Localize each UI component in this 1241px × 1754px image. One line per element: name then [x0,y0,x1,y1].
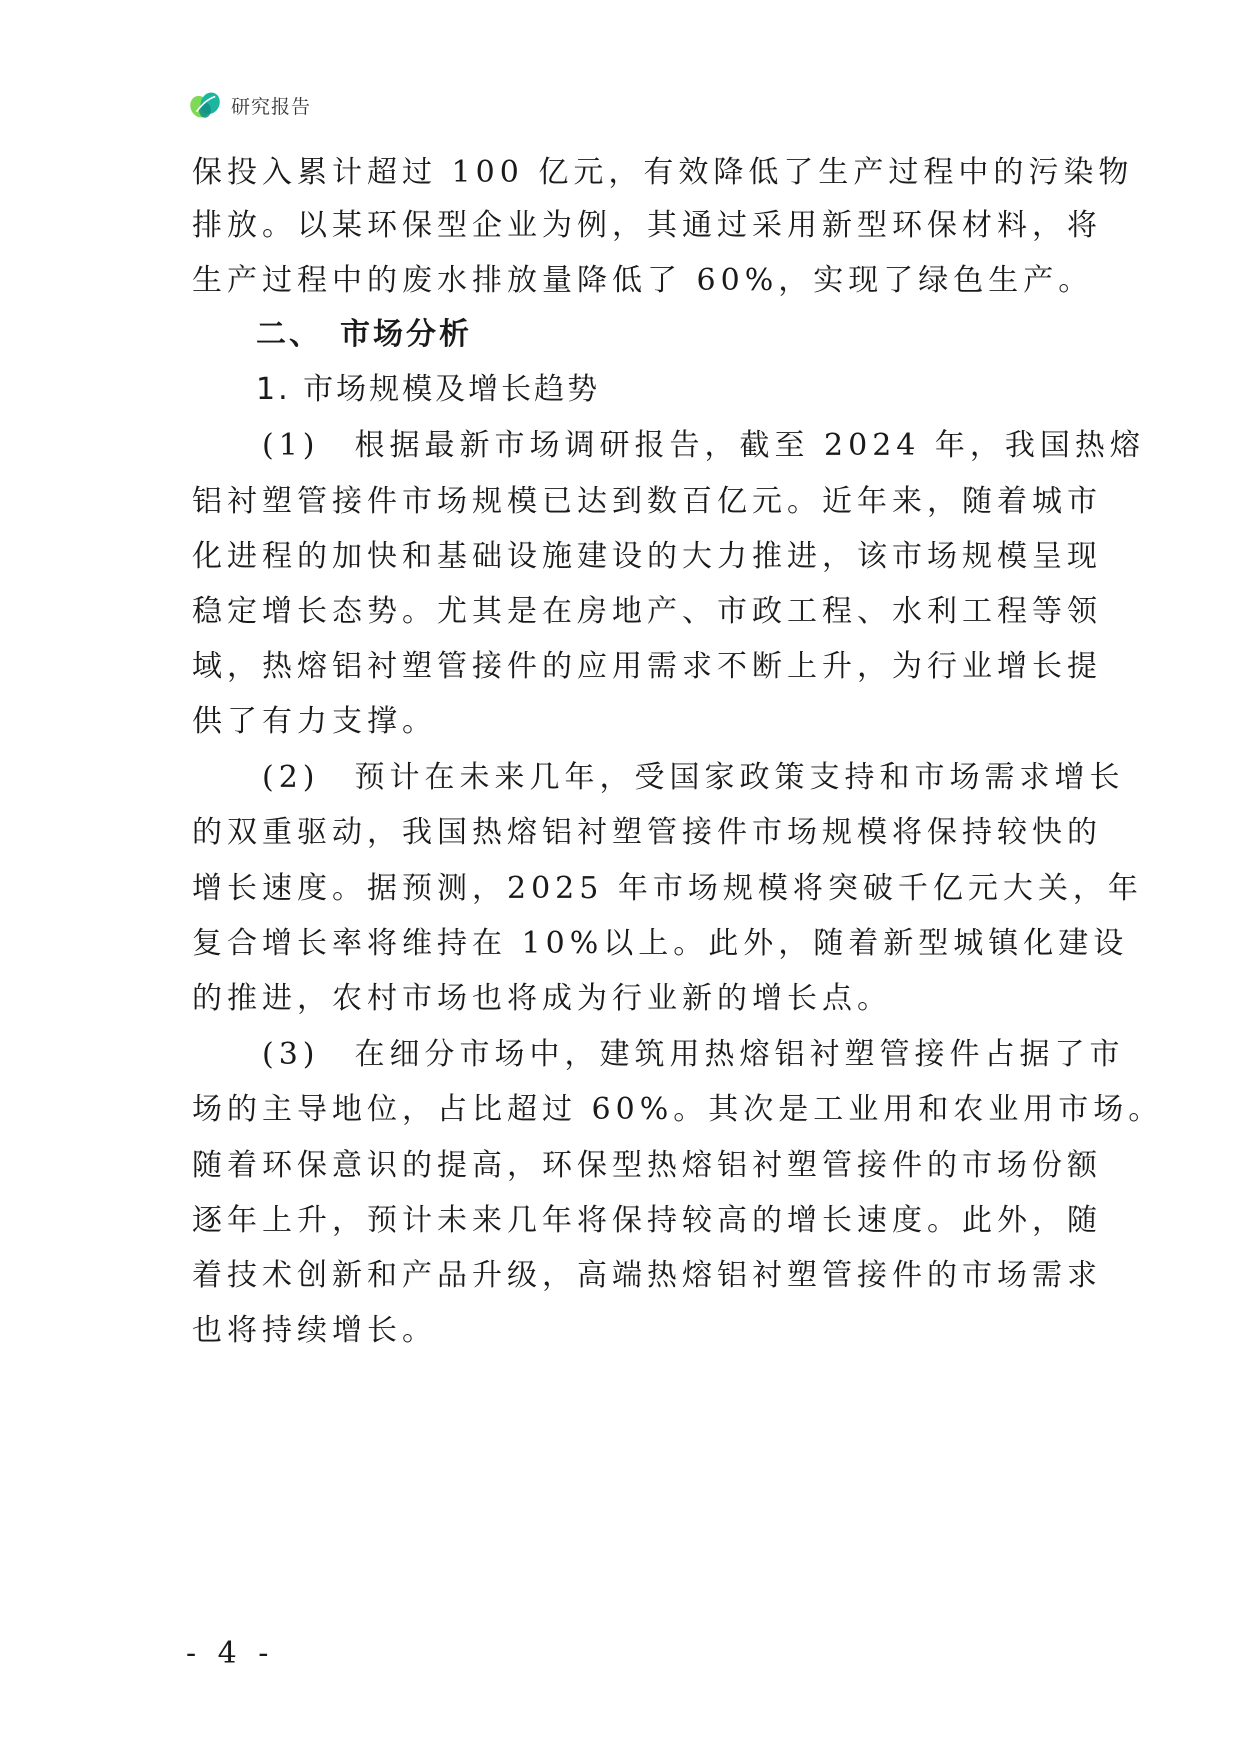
paragraph-3-line: 场的主导地位，占比超过 60%。其次是工业用和农业用市场。 [192,1092,1164,1127]
paragraph-3-line: 随着环保意识的提高，环保型热熔铝衬塑管接件的市场份额 [192,1148,1102,1183]
paragraph-1-line: 域，热熔铝衬塑管接件的应用需求不断上升，为行业增长提 [192,649,1102,684]
paragraph-2-line: 的双重驱动，我国热熔铝衬塑管接件市场规模将保持较快的 [192,815,1102,850]
report-type-label: 研究报告 [231,95,312,118]
leaf-logo-icon [188,88,222,122]
body-text-line: 生产过程中的废水排放量降低了 60%，实现了绿色生产。 [192,263,1094,298]
body-text-line: 排放。以某环保型企业为例，其通过采用新型环保材料，将 [192,208,1102,243]
page-header [188,88,311,122]
paragraph-2-line: 复合增长率将维持在 10%以上。此外，随着新型城镇化建设 [192,926,1129,961]
paragraph-3-line: 逐年上升，预计未来几年将保持较高的增长速度。此外，随 [192,1203,1102,1238]
paragraph-2-line: (2) 预计在未来几年，受国家政策支持和市场需求增长 [262,760,1125,795]
page-number: - 4 - [186,1636,275,1671]
paragraph-1-line: 供了有力支撑。 [192,704,437,739]
paragraph-1-line: 化进程的加快和基础设施建设的大力推进，该市场规模呈现 [192,539,1102,574]
paragraph-3-line: 也将持续增长。 [192,1313,437,1348]
paragraph-1-line: 铝衬塑管接件市场规模已达到数百亿元。近年来，随着城市 [192,484,1102,519]
body-text-line: 保投入累计超过 100 亿元，有效降低了生产过程中的污染物 [192,155,1134,190]
paragraph-1-line: 稳定增长态势。尤其是在房地产、市政工程、水利工程等领 [192,594,1102,629]
subsection-heading: 1. 市场规模及增长趋势 [256,372,601,407]
paragraph-3-line: (3) 在细分市场中，建筑用热熔铝衬塑管接件占据了市 [262,1037,1125,1072]
paragraph-1-line: (1) 根据最新市场调研报告，截至 2024 年，我国热熔 [262,428,1145,463]
section-heading: 二、 市场分析 [256,317,472,352]
paragraph-2-line: 的推进，农村市场也将成为行业新的增长点。 [192,981,892,1016]
paragraph-3-line: 着技术创新和产品升级，高端热熔铝衬塑管接件的市场需求 [192,1258,1102,1293]
paragraph-2-line: 增长速度。据预测，2025 年市场规模将突破千亿元大关，年 [192,871,1143,906]
